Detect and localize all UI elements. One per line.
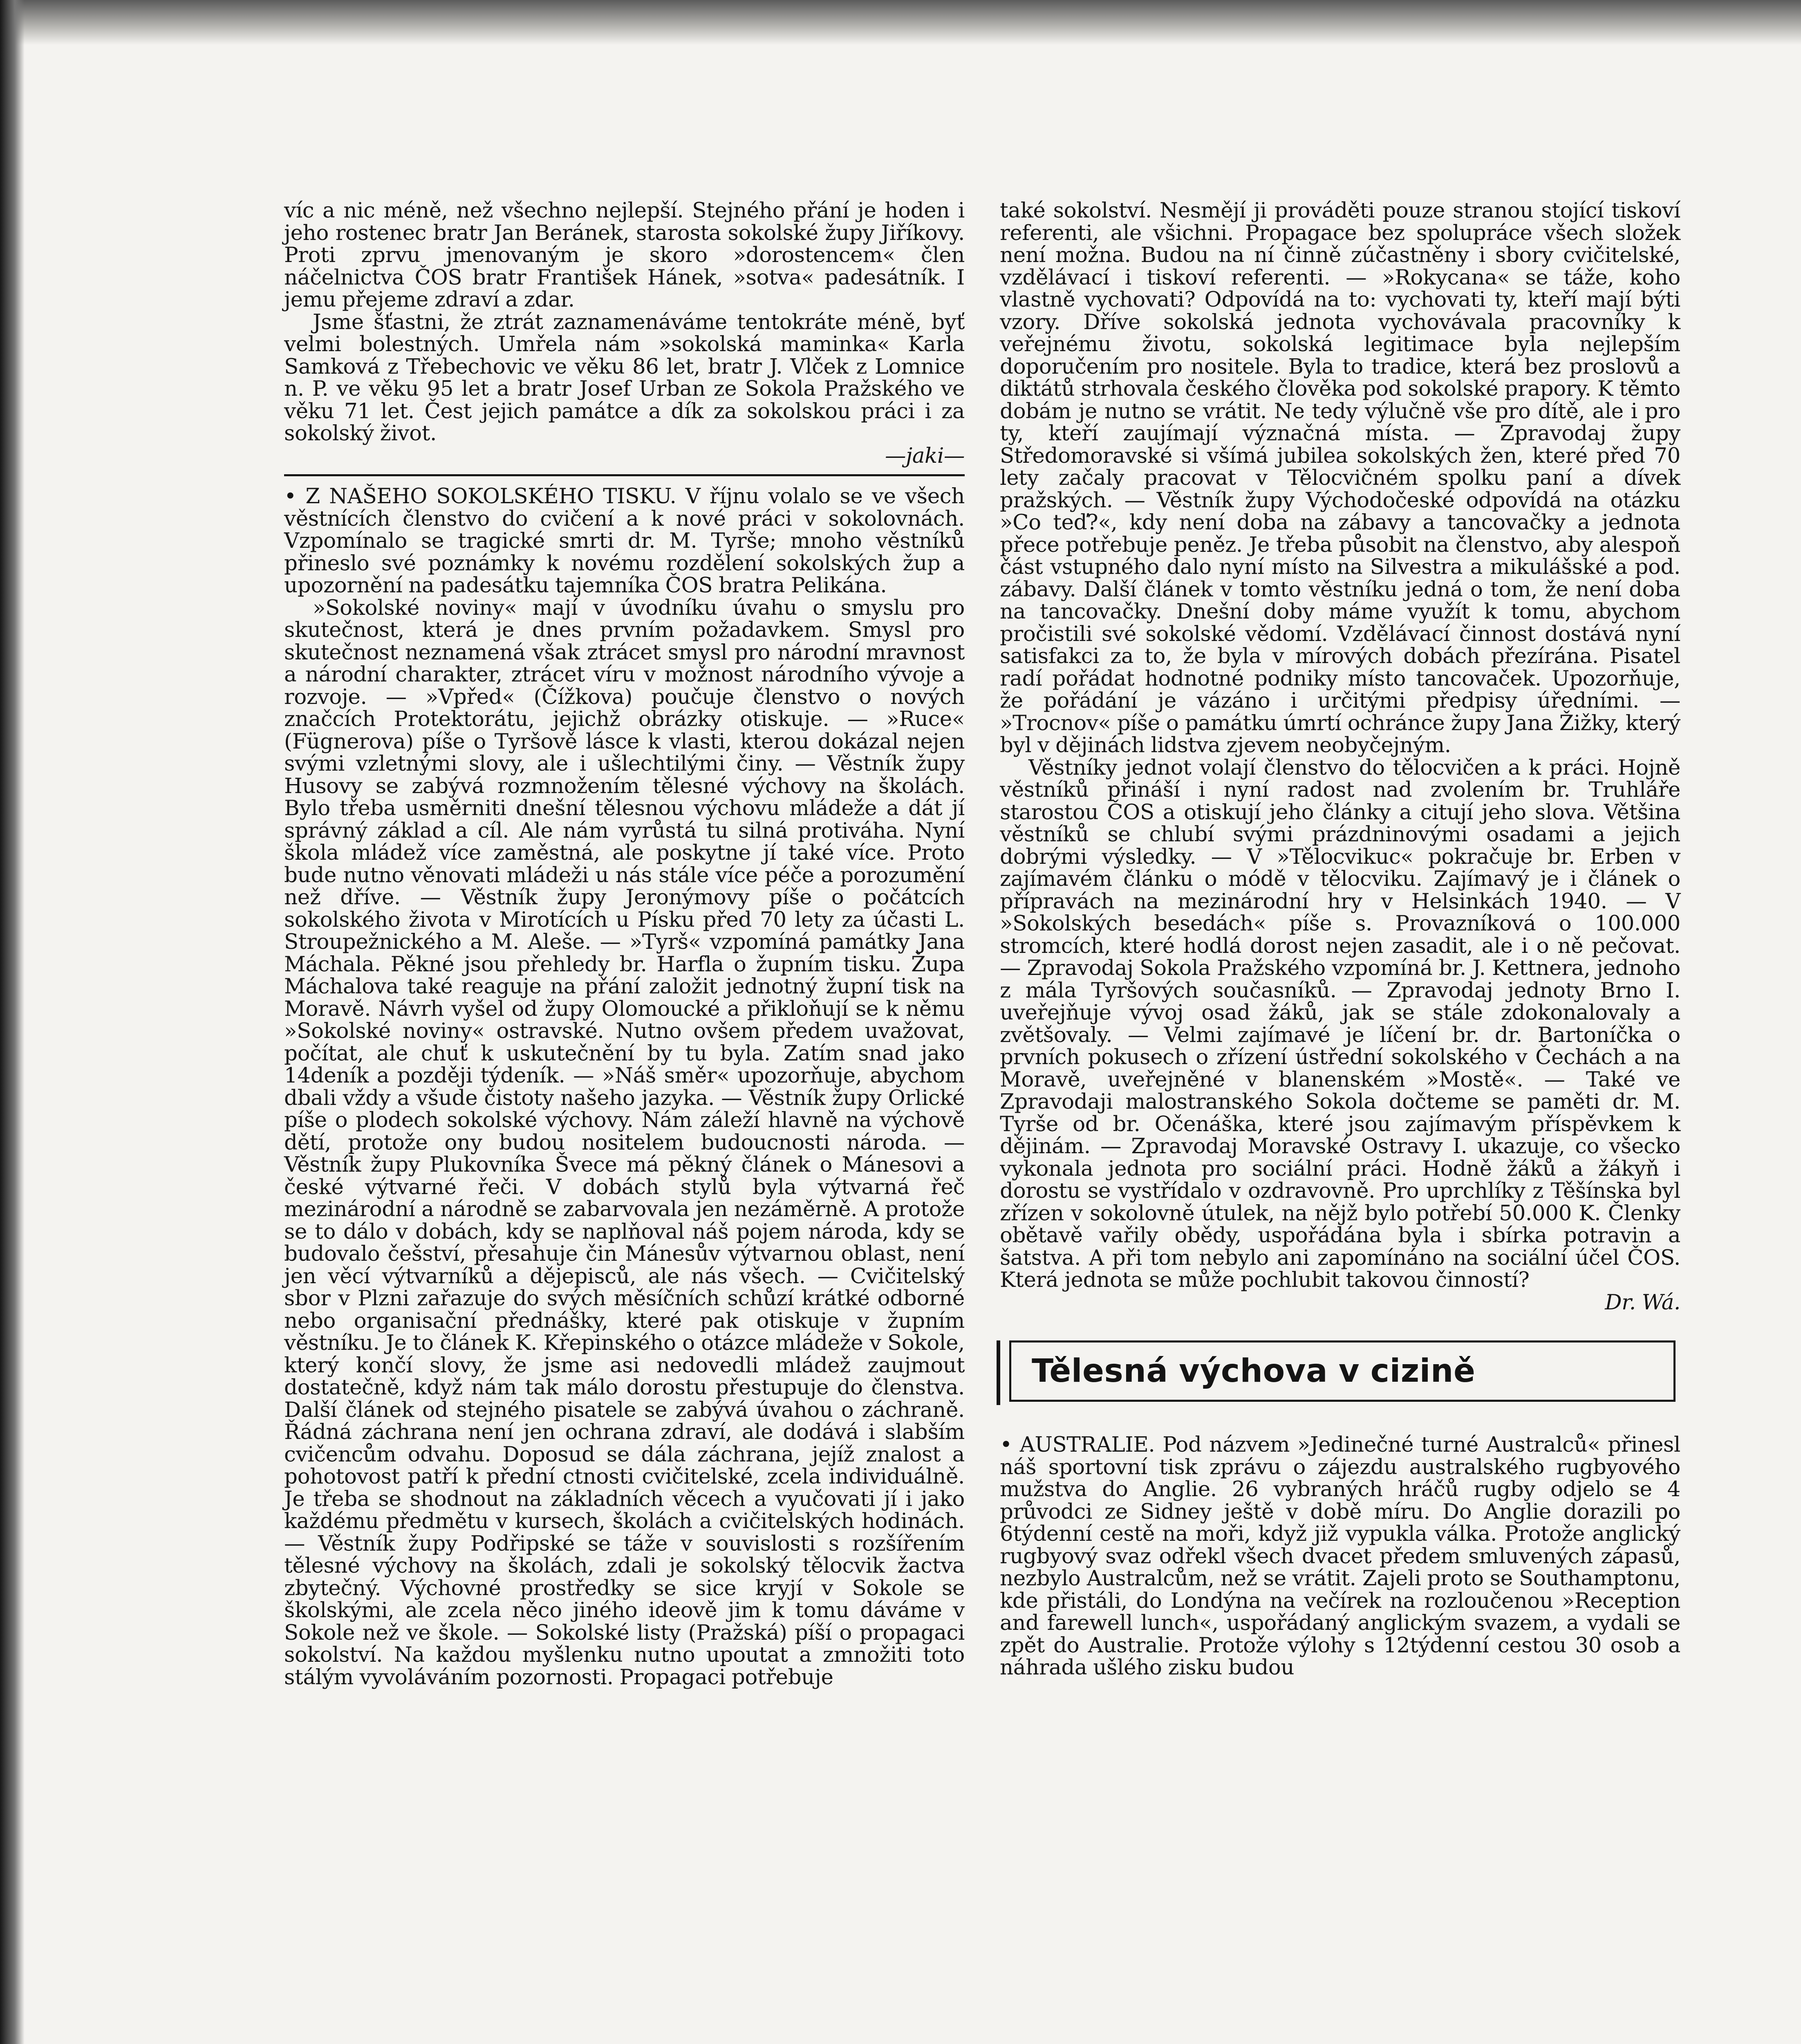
section-title: Tělesná výchova v cizině: [1032, 1352, 1476, 1390]
intro-paragraph-1: víc a nic méně, než všechno nejlepší. Stejného přání je hoden i jeho rostenec bratr Jan Beránek, starosta sokolské župy Jiříkovy. Proti zprvu jmenovaným je skoro »dorostencem« člen náčelnictva ČOS bratr František Hánek, »sotva« padesátník. I jemu přejeme zdraví a zdar.: [284, 198, 965, 312]
left-column: [284, 199, 965, 1688]
intro-paragraph-2: Jsme šťastni, že ztrát zaznamenáváme tentokráte méně, byť velmi bolestných. Umřela nám »sokolská maminka« Karla Samková z Třebechovic ve věku 86 let, bratr J. Vlček z Lomnice n. P. ve věku 95 let a bratr Josef Urban ze Sokola Pražského ve věku 71 let. Čest jejich památce a dík za sokolskou práci i za sokolský život.: [284, 309, 965, 446]
australia-paragraph: • AUSTRALIE. Pod názvem »Jedinečné turné Australců« přinesl náš sportovní tisk zprávu o zájezdu australského rugbyového mužstva do Anglie. 26 vybraných hráčů rugby odjelo se 4 průvodci ze Sidney ještě v době míru. Do Anglie dorazili po 6týdenní cestě na moři, když již vypukla válka. Protože anglický rugbyový svaz odřekl všech dvacet předem smluvených zápasů, nezbylo Australcům, než se vrátit. Zajeli proto se Southamptonu, kde přistáli, do Londýna na večírek na rozloučenou »Reception and farewell lunch«, uspořádaný anglickým svazem, a vydali se zpět do Australie. Protože výlohy s 12týdenní cestou 30 osob a náhrada ušlého zisku budou: [1000, 1432, 1680, 1680]
signature-jaki: —jaki—: [885, 443, 965, 468]
scan-left-edge: [0, 0, 25, 2044]
right-column: [1000, 199, 1680, 1679]
signature-dr-wa: Dr. Wá.: [1605, 1290, 1680, 1315]
press-review-heading-paragraph: • Z NAŠEHO SOKOLSKÉHO TISKU. V říjnu volalo se ve všech věstnících členstvo do cvičení a k nové práci v sokolovnách. Vzpomínalo se tragické smrti dr. M. Tyrše; mnoho věstníků přineslo své poznámky k novému rozdělení sokolských žup a upozornění na padesátku tajemníka ČOS bratra Pelikána.: [284, 484, 965, 598]
right-paragraph-2: Věstníky jednot volají členstvo do tělocvičen a k práci. Hojně věstníků přináší i nyní radost nad zvolením br. Truhláře starostou ČOS a otiskují jeho články a citují jeho slova. Většina věstníků se chlubí svými prázdninovými osadami a jejich dobrými výsledky. — V »Tělocvikuc« pokračuje br. Erben v zajímavém článku o módě v tělocviku. Zajímavý je i článek o přípravách na mezinárodní hry v Helsinkách 1940. — V »Sokolských besedách« píše s. Provazníková o 100.000 stromcích, které hodlá dorost nejen zasadit, ale i o ně pečovat. — Zpravodaj Sokola Pražského vzpomíná br. J. Kettnera, jednoho z mála Tyršových současníků. — Zpravodaj jednoty Brno I. uveřejňuje vývoj osad žáků, jak se stále zdokonalovaly a zvětšovaly. — Velmi zajímavé je líčení br. dr. Bartoníčka o prvních pokusech o zřízení ústřední sokolského v Čechách a na Moravě, uveřejněné v blanenském »Mostě«. — Také ve Zpravodaji malostranského Sokola dočteme se paměti dr. M. Tyrše od br. Očenáška, které jsou zajímavým příspěvkem k dějinám. — Zpravodaj Moravské Ostravy I. ukazuje, co všecko vykonala jednota pro sociální práci. Hodně žáků a žákyň i dorostu se vystřídalo v ozdravovně. Pro uprchlíky z Těšínska byl zřízen v sokolovně útulek, na nějž bylo potřebí 50.000 K. Členky obětavě vařily obědy, uspořádána byla i sbírka potravin a šatstva. A při tom nebylo ani zapomínáno na sociální účel ČOS. Která jednota se může pochlubit takovou činností?: [1000, 755, 1680, 1292]
column-rule: [284, 474, 965, 476]
section-heading-box: [997, 1340, 1680, 1405]
right-paragraph-1: také sokolství. Nesmějí ji prováděti pouze stranou stojící tiskoví referenti, ale všichni. Propagace bez spolupráce všech složek není možna. Budou na ní činně zúčastněny i sbory cvičitelské, vzdělávací i tiskoví referenti. — »Rokycana« se táže, koho vlastně vychovati? Odpovídá na to: vychovati ty, kteří mají býti vzory. Dříve sokolská jednota vychovávala pracovníky k veřejnému životu, sokolská legitimace byla nejlepším doporučením pro nositele. Byla to tradice, která bez proslovů a diktátů strhovala českého člověka pod sokolské prapory. K těmto dobám je nutno se vrátit. Ne tedy výlučně vše pro dítě, ale i pro ty, kteří zaujímají význačná místa. — Zpravodaj župy Středomoravské si všímá jubilea sokolských žen, které před 70 lety začaly pracovat v Tělocvičném spolku paní a dívek pražských. — Věstník župy Východočeské odpovídá na otázku »Co teď?«, kdy není doba na zábavy a tancovačky a jednota přece potřebuje peněz. Je třeba působit na členstvo, aby alespoň část vstupného dalo nyní místo na Silvestra a mikulášské a pod. zábavy. Další článek v tomto věstníku jedná o tom, že není doba na tancovačky. Dnešní doby máme využít k tomu, abychom pročistili své sokolské vědomí. Vzdělávací činnost dostává nyní satisfakci za to, že byla v mírových dobách přezírána. Pisatel radí pořádat hodnotné podniky místo tancovaček. Upozorňuje, že pořádání je vázáno i určitými předpisy úředními. — »Trocnov« píše o památku úmrtí ochránce župy Jana Žižky, který byl v dějinách lidstva zjevem neobyčejným.: [1000, 198, 1680, 758]
scan-top-edge: [0, 0, 1801, 45]
press-review-paragraph: »Sokolské noviny« mají v úvodníku úvahu o smyslu pro skutečnost, která je dnes prvním požadavkem. Smysl pro skutečnost neznamená však ztrácet smysl pro národní mravnost a národní charakter, ztrácet víru v možnost národního vývoje a rozvoje. — »Vpřed« (Čížkova) poučuje členstvo o nových značcích Protektorátu, jejichž obrázky otiskuje. — »Ruce« (Fügnerova) píše o Tyršově lásce k vlasti, kterou dokázal nejen svými vzletnými slovy, ale i ušlechtilými činy. — Věstník župy Husovy se zabývá rozmnožením tělesné výchovy na školách. Bylo třeba usměrniti dnešní tělesnou výchovu mládeže a dát jí správný základ a cíl. Ale nám vyrůstá tu silná protiváha. Nyní škola mládež více zaměstná, ale poskytne jí také více. Proto bude nutno věnovati mládeži u nás stále více péče a porozumění než dříve. — Věstník župy Jeronýmovy píše o počátcích sokolského života v Mirotících u Písku před 70 lety za účasti L. Stroupežnického a M. Aleše. — »Tyrš« vzpomíná památky Jana Máchala. Pěkné jsou přehledy br. Harfla o župním tisku. Župa Máchalova také reaguje na přání založit jednotný župní tisk na Moravě. Návrh vyšel od župy Olomoucké a přikloňují se k němu »Sokolské noviny« ostravské. Nutno ovšem předem uvažovat, počítat, ale chuť k uskutečnění by tu byla. Zatím snad jako 14deník a později týdeník. — »Náš směr« upozorňuje, abychom dbali vždy a všude čistoty našeho jazyka. — Věstník župy Orlické píše o plodech sokolské výchovy. Nám záleží hlavně na výchově dětí, protože ony budou nositelem budoucnosti národa. — Věstník župy Plukovníka Švece má pěkný článek o Mánesovi a české výtvarné řeči. V dobách stylů byla výtvarná řeč mezinárodní a národně se zabarvovala jen nezáměrně. A protože se to dálo v dobách, kdy se naplňoval náš pojem národa, kdy se budovalo češství, přesahuje čin Mánesův výtvarnou oblast, není jen věcí výtvarníků a dějepisců, ale nás všech. — Cvičitelský sbor v Plzni zařazuje do svých měsíčních schůzí krátké odborné nebo organisační přednášky, které pak otiskuje v župním věstníku. Je to článek K. Křepinského o otázce mládeže v Sokole, který končí slovy, že jsme asi nedovedli mládež zaujmout dostatečně, když nám tak málo dorostu přestupuje do členstva. Další článek od stejného pisatele se zabývá úvahou o záchraně. Řádná záchrana není jen ochrana zdraví, ale dodává i slabším cvičencům odvahu. Doposud se dála záchrana, jejíž znalost a pohotovost patří k přední ctnosti cvičitelské, zcela individuálně. Je třeba se shodnout na základních věcech a vyučovati jí i jako každému předmětu v kursech, školách a cvičitelských hodinách. — Věstník župy Podřipské se táže v souvislosti s rozšířením tělesné výchovy na školách, zdali je sokolský tělocvik žactva zbytečný. Výchovné prostředky se sice kryjí v Sokole se školskými, ale zcela něco jiného ideově jim k tomu dáváme v Sokole než ve škole. — Sokolské listy (Pražská) píší o propagaci sokolství. Na každou myšlenku nutno upoutat a zmnožiti toto stálým vyvoláváním pozornosti. Propagaci potřebuje: [284, 595, 965, 1690]
